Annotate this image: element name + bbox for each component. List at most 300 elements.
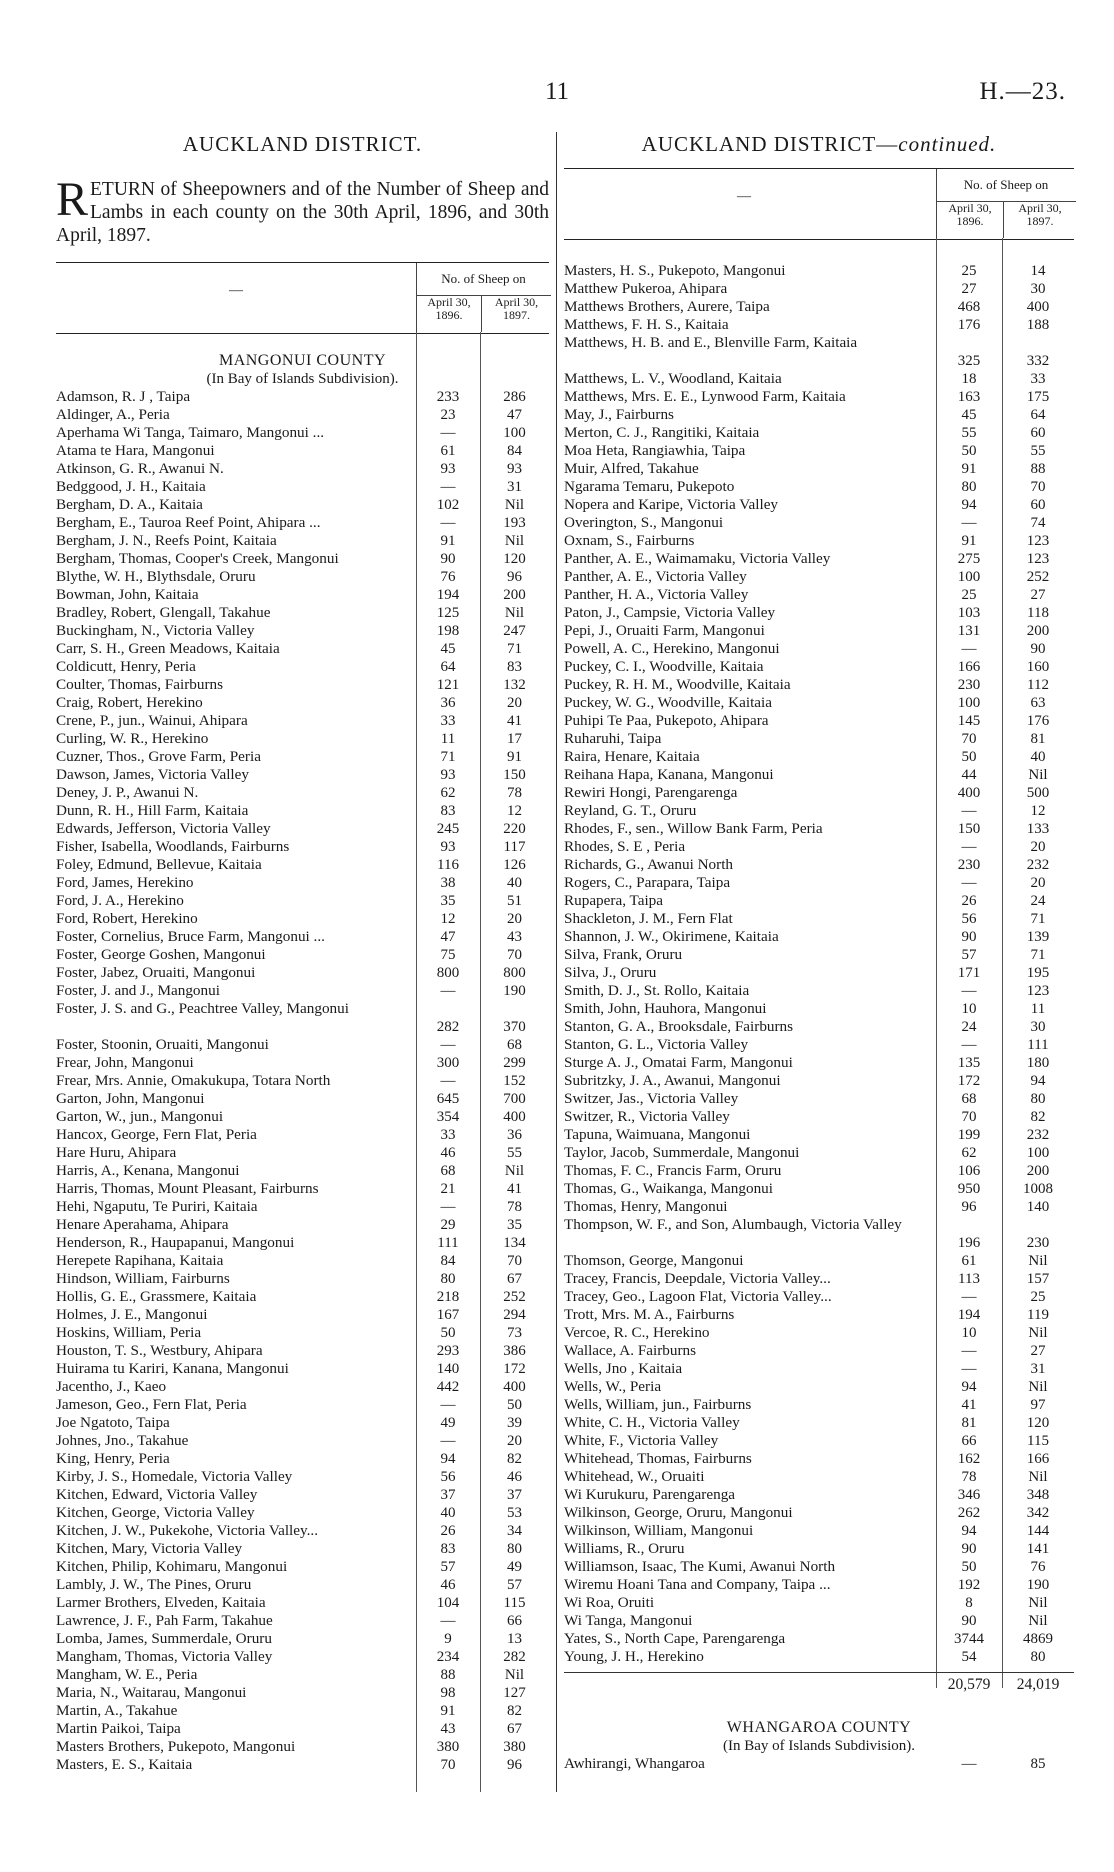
table-row xyxy=(564,1648,1074,1666)
sheep-1897-value: 370 xyxy=(503,1019,526,1035)
owner-name: Hindson, William, Fairburns xyxy=(56,1270,230,1287)
table-row xyxy=(564,820,1074,838)
sheep-1896-value: 33 xyxy=(440,713,456,729)
owner-name: Foster, J. and J., Mangonui xyxy=(56,982,220,999)
sheep-1897-value: 118 xyxy=(1027,605,1049,621)
owner-name: Oxnam, S., Fairburns xyxy=(564,532,695,549)
table-row xyxy=(564,1594,1074,1612)
table-row xyxy=(56,1720,549,1738)
sheep-1896-value: 645 xyxy=(436,1091,460,1107)
left-table-header xyxy=(56,262,549,334)
table-row xyxy=(56,1702,549,1720)
sheep-1897-value: 282 xyxy=(503,1649,526,1665)
sheep-1896-value: 55 xyxy=(961,425,977,441)
sheep-1896-value: 83 xyxy=(440,803,456,819)
table-row xyxy=(56,712,549,730)
sheep-1897-value: 55 xyxy=(507,1145,522,1161)
table-row xyxy=(56,1396,549,1414)
table-row xyxy=(564,496,1074,514)
sheep-1897-value: 36 xyxy=(507,1127,522,1143)
owner-name: Wilkinson, George, Oruru, Mangonui xyxy=(564,1504,793,1521)
owner-name: Thomas, Henry, Mangonui xyxy=(564,1198,728,1215)
table-row xyxy=(564,1486,1074,1504)
owner-name: Nopera and Karipe, Victoria Valley xyxy=(564,496,779,513)
table-row xyxy=(56,928,549,946)
owner-name: Foley, Edmund, Bellevue, Kaitaia xyxy=(56,856,262,873)
table-row xyxy=(56,586,549,604)
sheep-1897-value: 123 xyxy=(1026,983,1050,999)
sheep-1896-value: — xyxy=(961,1756,977,1772)
sheep-1897-value: 150 xyxy=(503,767,526,783)
table-row xyxy=(564,838,1074,856)
sheep-1897-value: 80 xyxy=(1030,1649,1046,1665)
table-row xyxy=(56,1054,549,1072)
table-row xyxy=(564,550,1074,568)
owner-name: Raira, Henare, Kaitaia xyxy=(564,748,700,765)
column-separator xyxy=(556,132,557,1792)
owner-name: Muir, Alfred, Takahue xyxy=(564,460,699,477)
sheep-1896-value: 45 xyxy=(961,407,977,423)
table-row xyxy=(56,1432,549,1450)
sheep-1896-value: — xyxy=(961,983,977,999)
sheep-1897-value: 800 xyxy=(503,965,526,981)
table-row xyxy=(56,424,549,442)
table-row xyxy=(56,874,549,892)
table-row xyxy=(56,766,549,784)
table-row xyxy=(564,730,1074,748)
sheep-1896-value: 199 xyxy=(957,1127,981,1143)
owner-name: Aldinger, A., Peria xyxy=(56,406,170,423)
owner-name: Lawrence, J. F., Pah Farm, Takahue xyxy=(56,1612,273,1629)
sheep-1896-value: 61 xyxy=(440,443,456,459)
sheep-1897-value: 190 xyxy=(503,983,526,999)
sheep-1897-value: 400 xyxy=(1026,299,1050,315)
table-row xyxy=(56,1216,549,1234)
intro-text: ETURN of Sheepowners and of the Number of Sheep and Lambs in each county on the 30th April, 1896, and 30th April, 1897. xyxy=(56,179,549,246)
sheep-1896-value: 50 xyxy=(961,1559,977,1575)
sheep-1897-value: Nil xyxy=(1028,1595,1048,1611)
sheep-1896-value: — xyxy=(440,425,456,441)
sheep-1896-value: 90 xyxy=(440,551,456,567)
owner-name: Whitehead, Thomas, Fairburns xyxy=(564,1450,752,1467)
sheep-1897-value: 73 xyxy=(507,1325,522,1341)
owner-name: Matthews Brothers, Aurere, Taipa xyxy=(564,298,770,315)
page-number: 11 xyxy=(544,78,570,105)
table-row xyxy=(564,1216,1074,1252)
table-row xyxy=(56,1270,549,1288)
table-row xyxy=(564,1558,1074,1576)
sheep-1897-value: 35 xyxy=(507,1217,522,1233)
sheep-1897-value: 180 xyxy=(1026,1055,1050,1071)
table-row xyxy=(564,1414,1074,1432)
owner-name: Maria, N., Waitarau, Mangonui xyxy=(56,1684,247,1701)
sheep-1896-value: 10 xyxy=(961,1001,977,1017)
owner-name: White, F., Victoria Valley xyxy=(564,1432,719,1449)
owner-name: Richards, G., Awanui North xyxy=(564,856,734,873)
sheep-1897-value: 51 xyxy=(507,893,522,909)
sheep-1896-value: 233 xyxy=(436,389,460,405)
table-row xyxy=(564,280,1074,298)
sheep-1896-value: 275 xyxy=(957,551,981,567)
table-row xyxy=(56,514,549,532)
sheep-1896-value: 104 xyxy=(436,1595,460,1611)
table-row xyxy=(56,1558,549,1576)
document-id: H.—23. xyxy=(979,78,1066,105)
sheep-1896-value: — xyxy=(961,1343,977,1359)
sheep-1897-value: 25 xyxy=(1030,1289,1046,1305)
owner-name: Masters, E. S., Kaitaia xyxy=(56,1756,193,1773)
table-row xyxy=(564,1054,1074,1072)
sheep-1897-value: 172 xyxy=(503,1361,526,1377)
sheep-1897-value: 71 xyxy=(507,641,522,657)
owner-name: Wi Kurukuru, Parengarenga xyxy=(564,1486,736,1503)
table-row xyxy=(564,1090,1074,1108)
owner-name: Coulter, Thomas, Fairburns xyxy=(56,676,224,693)
owner-name: Silva, Frank, Oruru xyxy=(564,946,683,963)
sheep-1897-value: 380 xyxy=(503,1739,526,1755)
sheep-1897-value: 88 xyxy=(1030,461,1046,477)
sheep-1896-value: 102 xyxy=(436,497,460,513)
owner-name: Smith, D. J., St. Rollo, Kaitaia xyxy=(564,982,750,999)
table-row xyxy=(564,424,1074,442)
sheep-1897-value: 1008 xyxy=(1023,1181,1053,1197)
table-row xyxy=(56,1072,549,1090)
sheep-1897-value: 82 xyxy=(507,1451,522,1467)
sheep-1897-value: 294 xyxy=(503,1307,526,1323)
table-row xyxy=(56,550,549,568)
owner-name: Blythe, W. H., Blythsdale, Oruru xyxy=(56,568,256,585)
owner-name: Overington, S., Mangonui xyxy=(564,514,724,531)
sheep-1896-value: 33 xyxy=(440,1127,456,1143)
sheep-1897-value: 176 xyxy=(1026,713,1050,729)
sheep-1897-value: 46 xyxy=(507,1469,522,1485)
owner-name: Wiremu Hoani Tana and Company, Taipa ... xyxy=(564,1576,831,1593)
sheep-1896-value: 163 xyxy=(957,389,981,405)
owner-name: Kirby, J. S., Homedale, Victoria Valley xyxy=(56,1468,293,1485)
table-row xyxy=(564,1360,1074,1378)
sheep-1897-value: 190 xyxy=(1026,1577,1050,1593)
table-row xyxy=(564,964,1074,982)
table-row xyxy=(56,1360,549,1378)
table-row xyxy=(56,1594,549,1612)
owner-name: Harris, Thomas, Mount Pleasant, Fairburns xyxy=(56,1180,319,1197)
owner-name: Ford, Robert, Herekino xyxy=(56,910,198,927)
table-row xyxy=(56,406,549,424)
owner-name: Hoskins, William, Peria xyxy=(56,1324,202,1341)
sheep-1897-value: Nil xyxy=(1028,1379,1048,1395)
sheep-1896-value: 11 xyxy=(440,731,456,747)
sheep-1897-value: 120 xyxy=(1026,1415,1050,1431)
owner-name: Hare Huru, Ahipara xyxy=(56,1144,177,1161)
sheep-1897-value: 85 xyxy=(1030,1756,1046,1772)
sheep-1897-value: 39 xyxy=(507,1415,522,1431)
owner-name: Matthews, Mrs. E. E., Lynwood Farm, Kaitaia xyxy=(564,388,846,405)
sheep-1896-value: 262 xyxy=(957,1505,981,1521)
owner-name: Bergham, J. N., Reefs Point, Kaitaia xyxy=(56,532,277,549)
sheep-1896-value: 66 xyxy=(961,1433,977,1449)
sheep-1896-value: 468 xyxy=(957,299,981,315)
sheep-1896-value: 29 xyxy=(440,1217,456,1233)
intro-dropcap: R xyxy=(56,173,89,226)
owner-name: Smith, John, Hauhora, Mangonui xyxy=(564,1000,767,1017)
owner-name: Reyland, G. T., Oruru xyxy=(564,802,697,819)
sheep-1896-value: 94 xyxy=(961,497,977,513)
table-row xyxy=(564,946,1074,964)
sheep-1897-value: 30 xyxy=(1030,281,1046,297)
owner-name: Wallace, A. Fairburns xyxy=(564,1342,697,1359)
owner-name: Shackleton, J. M., Fern Flat xyxy=(564,910,733,927)
sheep-1896-value: 90 xyxy=(961,1541,977,1557)
sheep-1897-value: 60 xyxy=(1030,497,1046,513)
sheep-1897-value: 20 xyxy=(507,1433,522,1449)
sheep-1896-value: 70 xyxy=(961,1109,977,1125)
total-1897: 24,019 xyxy=(1016,1676,1060,1693)
table-row xyxy=(564,1108,1074,1126)
sheep-1897-value: 247 xyxy=(503,623,526,639)
sheep-1897-value: 12 xyxy=(507,803,522,819)
owner-name: Thompson, W. F., and Son, Alumbaugh, Victoria Valley xyxy=(564,1216,902,1233)
sheep-1896-value: 192 xyxy=(957,1577,981,1593)
table-row xyxy=(56,1180,549,1198)
sheep-1896-value: 35 xyxy=(440,893,456,909)
owner-name: Mangham, Thomas, Victoria Valley xyxy=(56,1648,273,1665)
table-row xyxy=(564,658,1074,676)
sheep-1896-value: — xyxy=(961,803,977,819)
sheep-1897-value: Nil xyxy=(504,1667,525,1683)
owner-name: Thomas, G., Waikanga, Mangonui xyxy=(564,1180,773,1197)
sheep-1896-value: 140 xyxy=(436,1361,460,1377)
sheep-1896-value: 300 xyxy=(436,1055,460,1071)
sheep-1897-value: 500 xyxy=(1026,785,1050,801)
sheep-1897-value: 133 xyxy=(1026,821,1050,837)
owner-name: May, J., Fairburns xyxy=(564,406,674,423)
sheep-1896-value: 50 xyxy=(961,749,977,765)
sheep-1897-value: 82 xyxy=(1030,1109,1046,1125)
sheep-1897-value: 200 xyxy=(1026,623,1050,639)
whangaroa-county-subheading: (In Bay of Islands Subdivision). xyxy=(722,1738,916,1754)
sheep-1896-value: — xyxy=(440,1433,456,1449)
owner-name: Puckey, C. I., Woodville, Kaitaia xyxy=(564,658,764,675)
table-row xyxy=(564,928,1074,946)
sheep-1897-value: 342 xyxy=(1026,1505,1050,1521)
owner-name: Thomas, F. C., Francis Farm, Oruru xyxy=(564,1162,782,1179)
owner-name: Hollis, G. E., Grassmere, Kaitaia xyxy=(56,1288,257,1305)
sheep-1896-value: 27 xyxy=(961,281,977,297)
sheep-1896-value: 135 xyxy=(957,1055,981,1071)
right-table-body xyxy=(564,262,1074,1773)
sheep-1896-value: 8 xyxy=(965,1595,973,1611)
sheep-1897-value: 100 xyxy=(1026,1145,1050,1161)
sheep-1896-value: 47 xyxy=(440,929,456,945)
sheep-1896-value: 400 xyxy=(957,785,981,801)
sheep-1897-value: 31 xyxy=(507,479,522,495)
owner-name: Whitehead, W., Oruaiti xyxy=(564,1468,705,1485)
table-row xyxy=(564,298,1074,316)
sheep-1896-value: 40 xyxy=(440,1505,456,1521)
sheep-1897-value: 188 xyxy=(1026,317,1050,333)
sheep-1896-value: 9 xyxy=(444,1631,452,1647)
owner-name: Puckey, R. H. M., Woodville, Kaitaia xyxy=(564,676,791,693)
table-row xyxy=(564,694,1074,712)
owner-name: Dunn, R. H., Hill Farm, Kaitaia xyxy=(56,802,249,819)
sheep-1896-value: 94 xyxy=(440,1451,456,1467)
sheep-1897-value: 123 xyxy=(1026,551,1050,567)
table-row xyxy=(56,568,549,586)
sheep-1897-value: 13 xyxy=(507,1631,522,1647)
sheep-1896-value: 75 xyxy=(440,947,456,963)
county-total-row xyxy=(564,1672,1074,1697)
sheep-1896-value: 80 xyxy=(961,479,977,495)
sheep-1897-value: 230 xyxy=(1026,1235,1050,1251)
sheep-1896-value: 93 xyxy=(440,767,456,783)
owner-name: Herepete Rapihana, Kaitaia xyxy=(56,1252,224,1269)
table-row xyxy=(564,586,1074,604)
sheep-1896-value: — xyxy=(961,1361,977,1377)
sheep-1896-value: 91 xyxy=(440,533,456,549)
owner-name: Hehi, Ngaputu, Te Puriri, Kaitaia xyxy=(56,1198,258,1215)
sheep-1897-value: 27 xyxy=(1030,587,1046,603)
table-row xyxy=(564,1612,1074,1630)
sheep-1896-value: 106 xyxy=(957,1163,981,1179)
table-row xyxy=(56,1648,549,1666)
table-row xyxy=(56,442,549,460)
sheep-1897-value: 80 xyxy=(1030,1091,1046,1107)
owner-name: Reihana Hapa, Kanana, Mangonui xyxy=(564,766,774,783)
sheep-1897-value: 139 xyxy=(1026,929,1050,945)
sheep-1896-value: 950 xyxy=(957,1181,981,1197)
owner-name: Foster, J. S. and G., Peachtree Valley, Mangonui xyxy=(56,1000,349,1017)
table-row xyxy=(56,1198,549,1216)
owner-name: Rhodes, F., sen., Willow Bank Farm, Peria xyxy=(564,820,823,837)
owner-name: Tracey, Francis, Deepdale, Victoria Valley... xyxy=(564,1270,831,1287)
sheep-1897-value: 63 xyxy=(1030,695,1046,711)
owner-name: Rupapera, Taipa xyxy=(564,892,664,909)
sheep-1897-value: 76 xyxy=(1030,1559,1046,1575)
sheep-1896-value: 150 xyxy=(957,821,981,837)
owner-name: Yates, S., North Cape, Parengarenga xyxy=(564,1630,786,1647)
table-row xyxy=(56,784,549,802)
sheep-1896-value: 10 xyxy=(961,1325,977,1341)
sheep-1896-value: — xyxy=(961,839,977,855)
sheep-1896-value: 171 xyxy=(957,965,981,981)
owner-name: Hancox, George, Fern Flat, Peria xyxy=(56,1126,257,1143)
table-row xyxy=(564,1522,1074,1540)
table-row xyxy=(56,1450,549,1468)
sheep-1897-value: Nil xyxy=(504,1163,525,1179)
section-spacer xyxy=(564,1697,1074,1719)
sheep-1896-value: 194 xyxy=(436,587,460,603)
sheep-1896-value: — xyxy=(440,1073,456,1089)
owner-name: Bedggood, J. H., Kaitaia xyxy=(56,478,206,495)
owner-name: Silva, J., Oruru xyxy=(564,964,657,981)
owner-name: Lambly, J. W., The Pines, Oruru xyxy=(56,1576,252,1593)
table-row xyxy=(564,1540,1074,1558)
table-row xyxy=(564,1342,1074,1360)
sheep-1896-value: — xyxy=(440,479,456,495)
sheep-1897-value: 200 xyxy=(503,587,526,603)
table-row xyxy=(564,784,1074,802)
sheep-1897-value: 70 xyxy=(507,1253,522,1269)
sheep-1897-value: 27 xyxy=(1030,1343,1046,1359)
sheep-1896-value: — xyxy=(440,1613,456,1629)
name-column-header: — xyxy=(229,283,243,298)
sheep-1897-value: 20 xyxy=(1030,875,1046,891)
sheep-1897-value: 4869 xyxy=(1023,1631,1053,1647)
sheep-1896-value: 50 xyxy=(961,443,977,459)
table-row xyxy=(564,532,1074,550)
table-row xyxy=(564,1252,1074,1270)
owner-name: Henderson, R., Haupapanui, Mangonui xyxy=(56,1234,295,1251)
sheep-1897-value: 20 xyxy=(507,695,522,711)
sheep-1897-value: 175 xyxy=(1026,389,1050,405)
owner-name: Crene, P., jun., Wainui, Ahipara xyxy=(56,712,248,729)
sheep-1896-value: 100 xyxy=(957,695,981,711)
sheep-1897-value: 71 xyxy=(1030,911,1046,927)
owner-name: Williams, R., Oruru xyxy=(564,1540,685,1557)
right-table-header xyxy=(564,168,1074,240)
total-1896: 20,579 xyxy=(947,1676,991,1693)
table-row xyxy=(564,1396,1074,1414)
sheep-1896-value: 194 xyxy=(957,1307,981,1323)
sheep-1896-value: 83 xyxy=(440,1541,456,1557)
sheep-1897-value: 20 xyxy=(507,911,522,927)
sheep-1897-value: 55 xyxy=(1030,443,1046,459)
table-row xyxy=(56,982,549,1000)
sheep-1896-value: 70 xyxy=(961,731,977,747)
sheep-1897-value: 41 xyxy=(507,713,522,729)
owner-name: Garton, John, Mangonui xyxy=(56,1090,205,1107)
owner-name: Lomba, James, Summerdale, Oruru xyxy=(56,1630,272,1647)
sheep-1897-value: 12 xyxy=(1030,803,1046,819)
sheep-1897-value: 132 xyxy=(503,677,526,693)
table-row xyxy=(564,874,1074,892)
sheep-1897-value: 157 xyxy=(1026,1271,1050,1287)
sheep-1897-value: 117 xyxy=(503,839,526,855)
table-row xyxy=(564,1126,1074,1144)
owner-name: Awhirangi, Whangaroa xyxy=(564,1755,705,1772)
owner-name: Foster, Stoonin, Oruaiti, Mangonui xyxy=(56,1036,269,1053)
table-row xyxy=(564,1378,1074,1396)
owner-name: Frear, Mrs. Annie, Omakukupa, Totara North xyxy=(56,1072,331,1089)
sheep-1897-value: 144 xyxy=(1026,1523,1050,1539)
sheep-1897-value: 60 xyxy=(1030,425,1046,441)
return-intro xyxy=(56,173,549,247)
sheep-1896-value: — xyxy=(961,1037,977,1053)
table-row xyxy=(56,820,549,838)
sheep-1896-value: 62 xyxy=(440,785,456,801)
table-row xyxy=(56,946,549,964)
table-row xyxy=(56,1126,549,1144)
owner-name: Matthews, F. H. S., Kaitaia xyxy=(564,316,729,333)
sheep-1897-value: 93 xyxy=(507,461,522,477)
sheep-1897-value: 71 xyxy=(1030,947,1046,963)
sheep-1896-value: 145 xyxy=(957,713,981,729)
sheep-1896-value: 325 xyxy=(957,353,981,369)
sheep-1896-value: 50 xyxy=(440,1325,456,1341)
sheep-1896-value: 25 xyxy=(961,263,977,279)
sheep-1896-value: 57 xyxy=(961,947,977,963)
owner-name: Houston, T. S., Westbury, Ahipara xyxy=(56,1342,263,1359)
sheep-1897-value: 57 xyxy=(507,1577,522,1593)
owner-name: Panther, A. E., Victoria Valley xyxy=(564,568,747,585)
sheep-1896-value: 176 xyxy=(957,317,981,333)
owner-name: Tapuna, Waimuana, Mangonui xyxy=(564,1126,751,1143)
sheep-1897-value: Nil xyxy=(504,605,525,621)
table-row xyxy=(56,640,549,658)
table-row xyxy=(564,388,1074,406)
owner-name: Kitchen, Mary, Victoria Valley xyxy=(56,1540,243,1557)
table-row xyxy=(56,604,549,622)
